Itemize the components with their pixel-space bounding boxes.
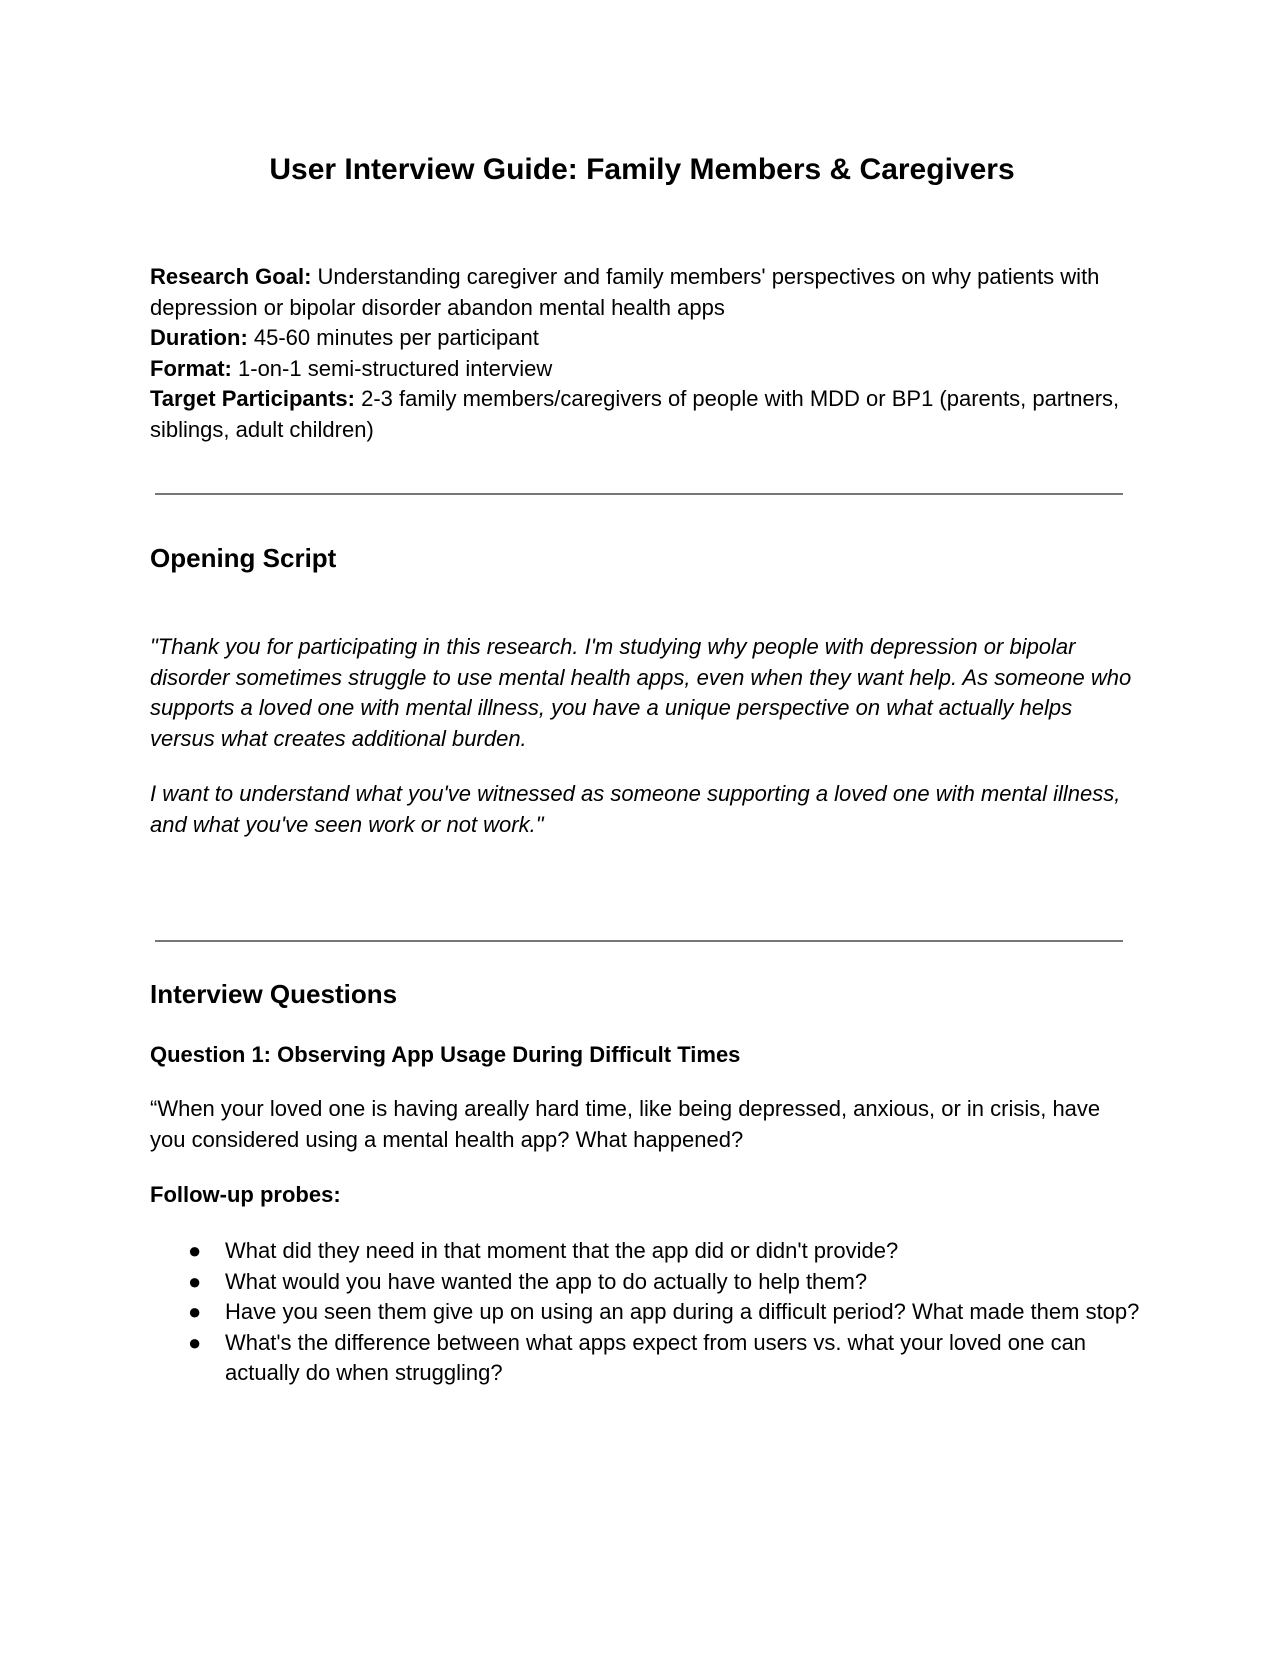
list-item — [150, 1297, 1140, 1328]
probe-text: Have you seen them give up on using an app during a difficult period? What made them stop? — [225, 1299, 1140, 1324]
format — [150, 354, 1140, 385]
probe-text: What did they need in that moment that the app did or didn't provide? — [225, 1238, 899, 1263]
duration-text: 45-60 minutes per participant — [247, 325, 539, 350]
divider-1 — [155, 493, 1123, 495]
metadata-block — [150, 262, 1140, 445]
research-goal — [150, 262, 1140, 323]
opening-paragraph-2: I want to understand what you've witnessed as someone supporting a loved one with mental illness, and what you've seen work or not work." — [150, 781, 1121, 837]
list-item — [150, 1236, 1140, 1267]
divider-2 — [155, 940, 1123, 942]
duration — [150, 323, 1140, 354]
opening-paragraph-1: "Thank you for participating in this research. I'm studying why people with depression or bipolar disorder sometimes struggle to use mental health apps, even when they want help. As someone who supports a loved one with mental illness, you have a unique perspective on what actually helps versus what creates additional burden. — [150, 634, 1132, 751]
probe-text: What would you have wanted the app to do actually to help them? — [225, 1268, 868, 1294]
format-label: Format: — [150, 355, 232, 381]
list-item — [150, 1328, 1140, 1389]
bullet-icon: ● — [188, 1299, 202, 1324]
question-1-text: “When your loved one is having areally hard time, like being depressed, anxious, or in crisis, have you considered using a mental health app? What happened? — [150, 1096, 1101, 1152]
follow-up-probes-list — [150, 1236, 1140, 1389]
interview-questions-heading: Interview Questions — [150, 979, 398, 1009]
opening-script — [150, 632, 1140, 865]
list-item — [150, 1267, 1140, 1298]
format-text: 1-on-1 semi-structured interview — [231, 355, 553, 381]
duration-label: Duration: — [150, 325, 248, 350]
probe-text: What's the difference between what apps expect from users vs. what your loved one can actually do when struggling? — [225, 1329, 1087, 1385]
follow-up-probes-label: Follow-up probes: — [150, 1182, 341, 1207]
research-goal-text: Understanding caregiver and family members' perspectives on why patients with depression or bipolar disorder abandon mental health apps — [150, 264, 1100, 320]
participants-text: 2-3 family members/caregivers of people with MDD or BP1 (parents, partners, siblings, adult children) — [150, 386, 1120, 442]
page-title: User Interview Guide: Family Members & Caregivers — [269, 153, 1015, 186]
bullet-icon: ● — [188, 1329, 202, 1355]
target-participants — [150, 384, 1140, 445]
bullet-icon: ● — [188, 1238, 202, 1263]
research-goal-label: Research Goal: — [150, 264, 312, 289]
participants-label: Target Participants: — [150, 386, 355, 411]
bullet-icon: ● — [188, 1268, 202, 1294]
question-1-title: Question 1: Observing App Usage During Difficult Times — [150, 1042, 741, 1067]
opening-script-heading: Opening Script — [150, 543, 337, 573]
